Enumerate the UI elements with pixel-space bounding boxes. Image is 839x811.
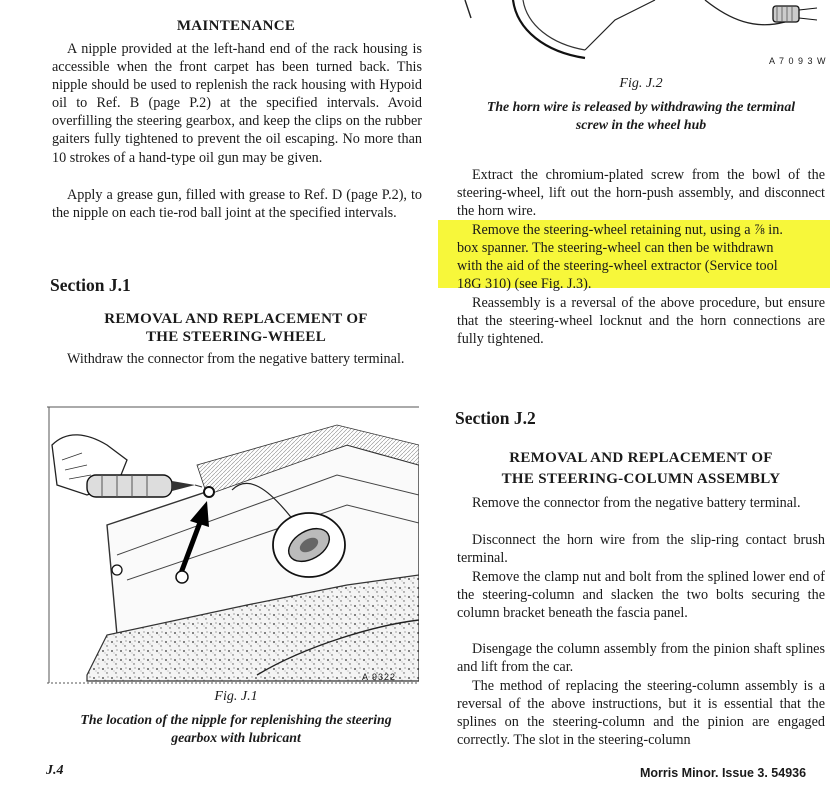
section-j2-subtitle-line2: THE STEERING-COLUMN ASSEMBLY [501, 471, 781, 487]
highlight-line-3: with the aid of the steering-wheel extractor (Service tool [457, 258, 778, 274]
screwdriver [799, 8, 817, 20]
j2-paragraph-3: Remove the clamp nut and bolt from the splined lower end of the steering-column and slacken the two bolts securing the column bracket beneath the fascia panel. [457, 569, 825, 622]
j2-paragraph-1: Remove the connector from the negative battery terminal. [472, 495, 801, 511]
fig-j2-illustration [455, 0, 827, 62]
section-j2-title: Section J.2 [455, 408, 536, 428]
fig-j1-code: A 9322 [362, 672, 397, 682]
fig-j1-illustration [47, 405, 419, 687]
highlight-line-1-text: Remove the steering-wheel retaining nut, using a [472, 222, 751, 238]
j2-paragraph-4: Disengage the column assembly from the pinion shaft splines and lift from the car. [457, 641, 825, 676]
highlight-line-1 [457, 221, 825, 239]
maintenance-paragraph-2: Apply a grease gun, filled with grease to Ref. D (page P.2), to the nipple on each tie-rod ball joint at the specified intervals. [52, 187, 422, 222]
maintenance-heading: MAINTENANCE [176, 18, 296, 34]
fig-j2-caption-line1: The horn wire is released by withdrawing the terminal [486, 99, 796, 114]
paragraph-reassembly: Reassembly is a reversal of the above procedure, but ensure that the steering-wheel locknut and the horn connections are fully tightened. [457, 295, 825, 348]
maintenance-paragraph-1: A nipple provided at the left-hand end of the rack housing is accessible when the front carpet has been turned back. This nipple should be used to replenish the rack housing with Hypoid oil to Ref. B (page P.2) at the specified intervals. Avoid overfilling the steering gearbox, and keep the clips on the rubber gaiters fully tightened to prevent the oil escaping. No more than 10 strokes of a hand-type oil gun may be given. [52, 41, 422, 166]
j2-paragraph-5: The method of replacing the steering-column assembly is a reversal of the above instructions, but it is essential that the splines on the steering-column and the pinion are engaged correctly. The slot in the steering-column [457, 678, 825, 749]
fig-j2-caption-line2: screw in the wheel hub [575, 117, 707, 132]
grease-gun-barrel [87, 475, 172, 497]
highlight-line-2: box spanner. The steering-wheel can then be withdrawn [457, 240, 774, 256]
fig-j1-caption-line1: The location of the nipple for replenishing the steering [80, 712, 392, 727]
publication-info: Morris Minor. Issue 3. 54936 [640, 766, 807, 780]
nozzle-tip [195, 485, 202, 487]
paragraph-extract-screw: Extract the chromium-plated screw from the bowl of the steering-wheel, lift out the horn-push assembly, and disconnect the horn wire. [457, 167, 825, 220]
highlight-line-4: 18G 310) (see Fig. J.3). [457, 276, 592, 292]
steering-spoke-left [465, 0, 471, 18]
page-number: J.4 [46, 763, 64, 778]
fig-j1-label: Fig. J.1 [214, 689, 258, 704]
section-j1-subtitle-line1: REMOVAL AND REPLACEMENT OF [104, 311, 368, 327]
unit-inch: in. [768, 222, 783, 238]
fig-j2-label: Fig. J.2 [619, 76, 663, 91]
nipple [204, 487, 214, 497]
bolt-head [176, 571, 188, 583]
grease-gun-nozzle [172, 481, 195, 491]
section-j1-title: Section J.1 [50, 275, 131, 295]
j2-paragraph-2: Disconnect the horn wire from the slip-ring contact brush terminal. [457, 532, 825, 567]
section-j1-subtitle-line2: THE STEERING-WHEEL [145, 329, 327, 345]
bolt-head-2 [112, 565, 122, 575]
hub-edge [585, 0, 655, 50]
fraction-seven-eighths: ⅞ [754, 222, 765, 238]
section-j2-subtitle-line1: REMOVAL AND REPLACEMENT OF [509, 450, 773, 466]
fig-j1-caption-line2: gearbox with lubricant [171, 730, 301, 745]
steering-rim [513, 0, 585, 58]
section-j1-paragraph: Withdraw the connector from the negative battery terminal. [67, 351, 405, 367]
steering-rim-inner [523, 0, 585, 50]
fig-j2-code: A 7 0 9 3 W [769, 56, 827, 66]
